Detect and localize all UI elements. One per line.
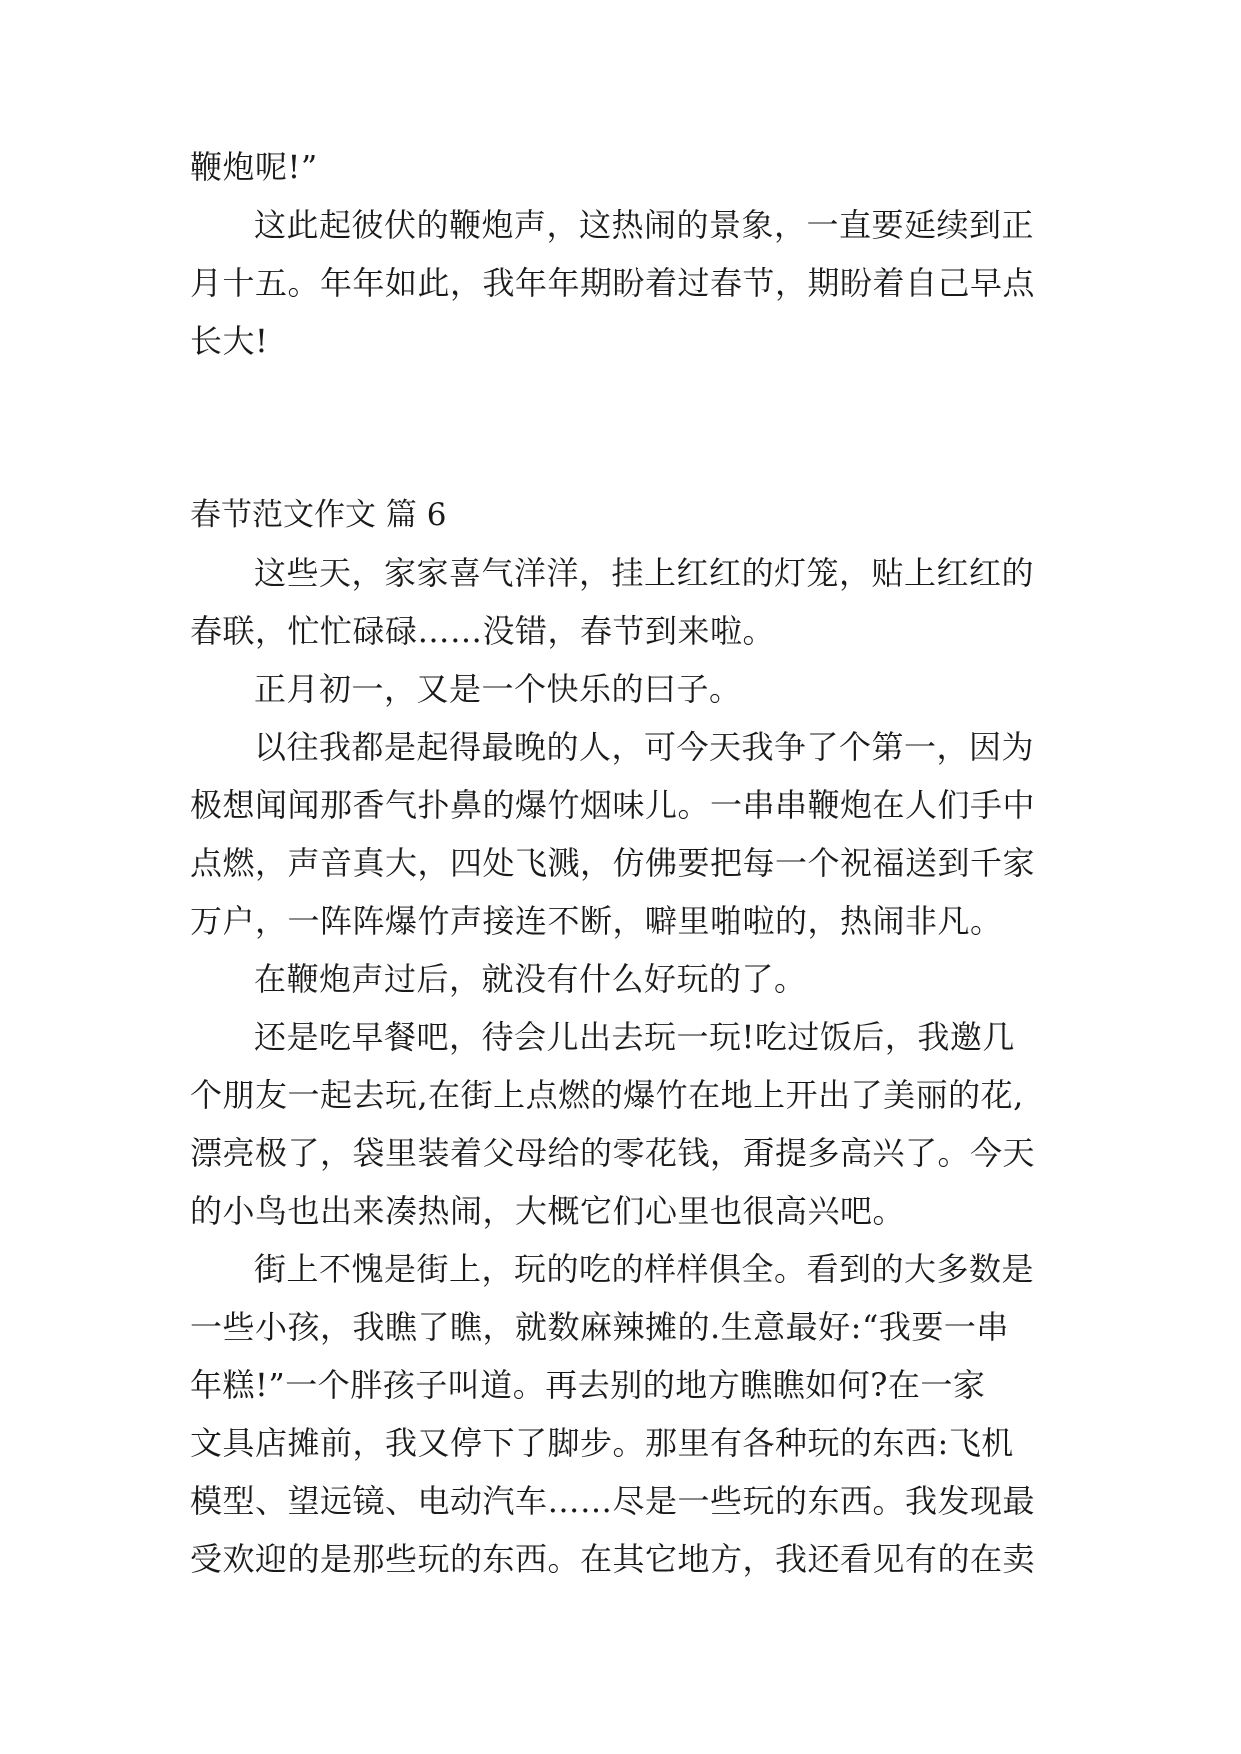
text-line: 漂亮极了，袋里装着父母给的零花钱，甭提多高兴了。今天 (190, 1134, 1036, 1172)
paragraph-start-line: 正月初一，又是一个快乐的曰子。 (254, 670, 742, 708)
text-line: 点燃，声音真大，四处飞溅，仿佛要把每一个祝福送到千家 (190, 844, 1036, 882)
text-line: 春联，忙忙碌碌……没错，春节到来啦。 (190, 612, 776, 650)
paragraph-start-line: 街上不愧是街上，玩的吃的样样俱全。看到的大多数是 (254, 1250, 1035, 1288)
text-line: 长大! (190, 322, 269, 360)
text-line: 极想闻闻那香气扑鼻的爆竹烟味儿。一串串鞭炮在人们手中 (190, 786, 1036, 824)
text-line: 的小鸟也出来凑热闹，大概它们心里也很高兴吧。 (190, 1192, 906, 1230)
paragraph-start-line: 在鞭炮声过后，就没有什么好玩的了。 (254, 960, 807, 998)
text-line: 一些小孩，我瞧了瞧，就数麻辣摊的.生意最好:“我要一串 (190, 1308, 1009, 1346)
text-line: 月十五。年年如此，我年年期盼着过春节，期盼着自己早点 (190, 264, 1036, 302)
section-gap (190, 370, 1060, 486)
text-line: 年糕!”一个胖孩子叫道。再去别的地方瞧瞧如何?在一家 (190, 1366, 986, 1404)
text-line: 模型、望远镜、电动汽车……尽是一些玩的东西。我发现最 (190, 1482, 1036, 1520)
paragraph-start-line: 还是吃早餐吧，待会儿出去玩一玩!吃过饭后，我邀几 (254, 1018, 1015, 1056)
text-line: 鞭炮呢!” (190, 148, 318, 186)
section-heading: 春节范文作文 篇 6 (190, 497, 447, 533)
text-line: 个朋友一起去玩,在街上点燃的爆竹在地上开出了美丽的花, (190, 1076, 1024, 1114)
document-body (190, 138, 1060, 1588)
text-line: 万户，一阵阵爆竹声接连不断，噼里啪啦的，热闹非凡。 (190, 902, 1003, 940)
paragraph-start-line: 这此起彼伏的鞭炮声，这热闹的景象，一直要延续到正 (254, 206, 1035, 244)
paragraph-start-line: 以往我都是起得最晚的人，可今天我争了个第一，因为 (254, 728, 1035, 766)
text-line: 受欢迎的是那些玩的东西。在其它地方，我还看见有的在卖 (190, 1540, 1036, 1578)
paragraph-start-line: 这些天，家家喜气洋洋，挂上红红的灯笼，贴上红红的 (254, 554, 1035, 592)
text-line: 文具店摊前，我又停下了脚步。那里有各种玩的东西:飞机 (190, 1424, 1014, 1462)
